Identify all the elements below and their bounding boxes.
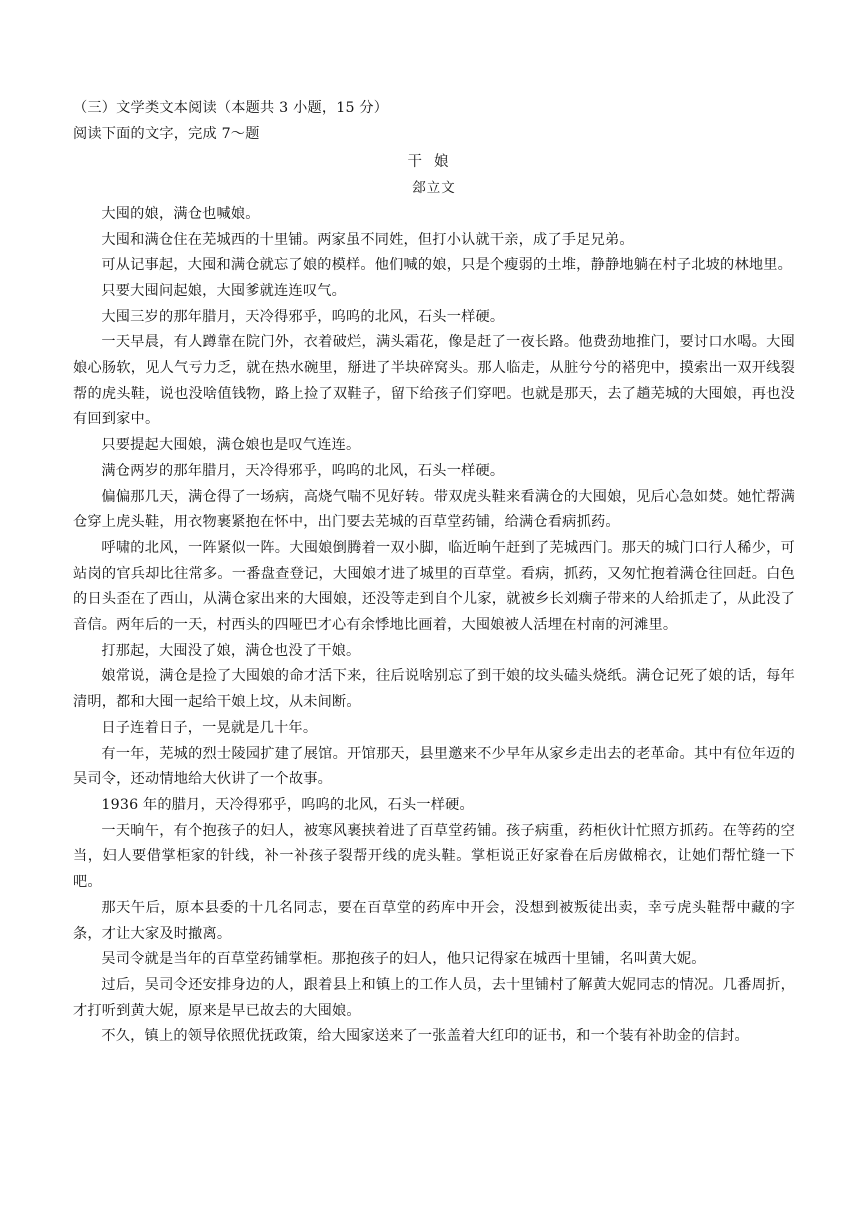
document-page [73,96,795,1050]
story-title: 干娘 [407,154,461,171]
paragraph: 偏偏那几天，满仓得了一场病，高烧气喘不见好转。带双虎头鞋来看满仓的大囤娘，见后心急如焚。她忙帮满仓穿上虎头鞋，用衣物裹紧抱在怀中，出门要去芜城的百草堂药铺，给满仓看病抓药。 [73,488,795,531]
section-heading: （三）文学类文本阅读（本题共 3 小题，15 分） [73,100,389,116]
paragraph: 满仓两岁的那年腊月，天冷得邪乎，呜呜的北风，石头一样硬。 [101,462,505,479]
story-author: 郐立文 [412,180,456,197]
paragraph: 呼啸的北风，一阵紧似一阵。大囤娘倒腾着一双小脚，临近晌午赶到了芜城西门。那天的城门口行人稀少，可站岗的官兵却比往常多。一番盘查登记，大囤娘才进了城里的百草堂。看病，抓药，又匆忙抱着满仓往回赶。白色的日头歪在了西山，从满仓家出来的大囤娘，还没等走到自个儿家，就被乡长刘瘸子带来的人给抓走了，从此没了音信。两年后的一天，村西头的四哑巴才心有余悸地比画着，大囤娘被人活埋在村南的河滩里。 [73,539,795,634]
paragraph: 大囤和满仓住在芜城西的十里铺。两家虽不同姓，但打小认就干亲，成了手足兄弟。 [101,231,634,248]
paragraph: 1936 年的腊月，天冷得邪乎，呜呜的北风，石头一样硬。 [101,796,474,813]
paragraph: 一天早晨，有人蹲靠在院门外，衣着破烂，满头霜花，像是赶了一夜长路。他费劲地推门，要讨口水喝。大囤娘心肠软，见人气亏力乏，就在热水碗里，掰进了半块碎窝头。那人临走，从脏兮兮的褡兜中，摸索出一双开线裂帮的虎头鞋，说也没啥值钱物，路上捡了双鞋子，留下给孩子们穿吧。也就是那天，去了趟芜城的大囤娘，再也没有回到家中。 [73,334,795,428]
paragraph: 吴司令就是当年的百草堂药铺掌柜。那抱孩子的妇人，他只记得家在城西十里铺，名叫黄大妮。 [101,951,706,968]
paragraph: 有一年，芜城的烈士陵园扩建了展馆。开馆那天，县里邀来不少早年从家乡走出去的老革命。其中有位年迈的吴司令，还动情地给大伙讲了一个故事。 [73,745,795,788]
paragraph: 一天晌午，有个抱孩子的妇人，被寒风裹挟着进了百草堂药铺。孩子病重，药柜伙计忙照方抓药。在等药的空当，妇人要借掌柜家的针线，补一补孩子裂帮开线的虎头鞋。掌柜说正好家眷在后房做棉衣，让她们帮忙缝一下吧。 [73,822,795,891]
paragraph: 不久，镇上的领导依照优抚政策，给大囤家送来了一张盖着大红印的证书，和一个装有补助金的信封。 [101,1028,749,1045]
paragraph: 只要大囤问起娘，大囤爹就连连叹气。 [101,282,346,299]
paragraph: 大囤的娘，满仓也喊娘。 [101,205,260,222]
paragraph: 那天午后，原本县委的十几名同志，要在百草堂的药库中开会，没想到被叛徒出卖，幸亏虎头鞋帮中藏的字条，才让大家及时撤离。 [73,899,795,942]
reading-instruction: 阅读下面的文字，完成 7～题 [73,125,260,142]
paragraph: 过后，吴司令还安排身边的人，跟着县上和镇上的工作人员，去十里铺村了解黄大妮同志的情况。几番周折，才打听到黄大妮，原来是早已故去的大囤娘。 [73,976,795,1019]
paragraph: 打那起，大囤没了娘，满仓也没了干娘。 [101,642,361,659]
paragraph: 只要提起大囤娘，满仓娘也是叹气连连。 [101,437,361,454]
paragraph: 大囤三岁的那年腊月，天冷得邪乎，呜呜的北风，石头一样硬。 [101,308,505,325]
paragraph: 日子连着日子，一晃就是几十年。 [101,719,318,736]
paragraph: 可从记事起，大囤和满仓就忘了娘的模样。他们喊的娘，只是个瘦弱的土堆，静静地躺在村子北坡的林地里。 [101,257,792,274]
paragraph: 娘常说，满仓是捡了大囤娘的命才活下来，往后说啥别忘了到干娘的坟头磕头烧纸。满仓记死了娘的话，每年清明，都和大囤一起给干娘上坟，从未间断。 [73,668,795,711]
